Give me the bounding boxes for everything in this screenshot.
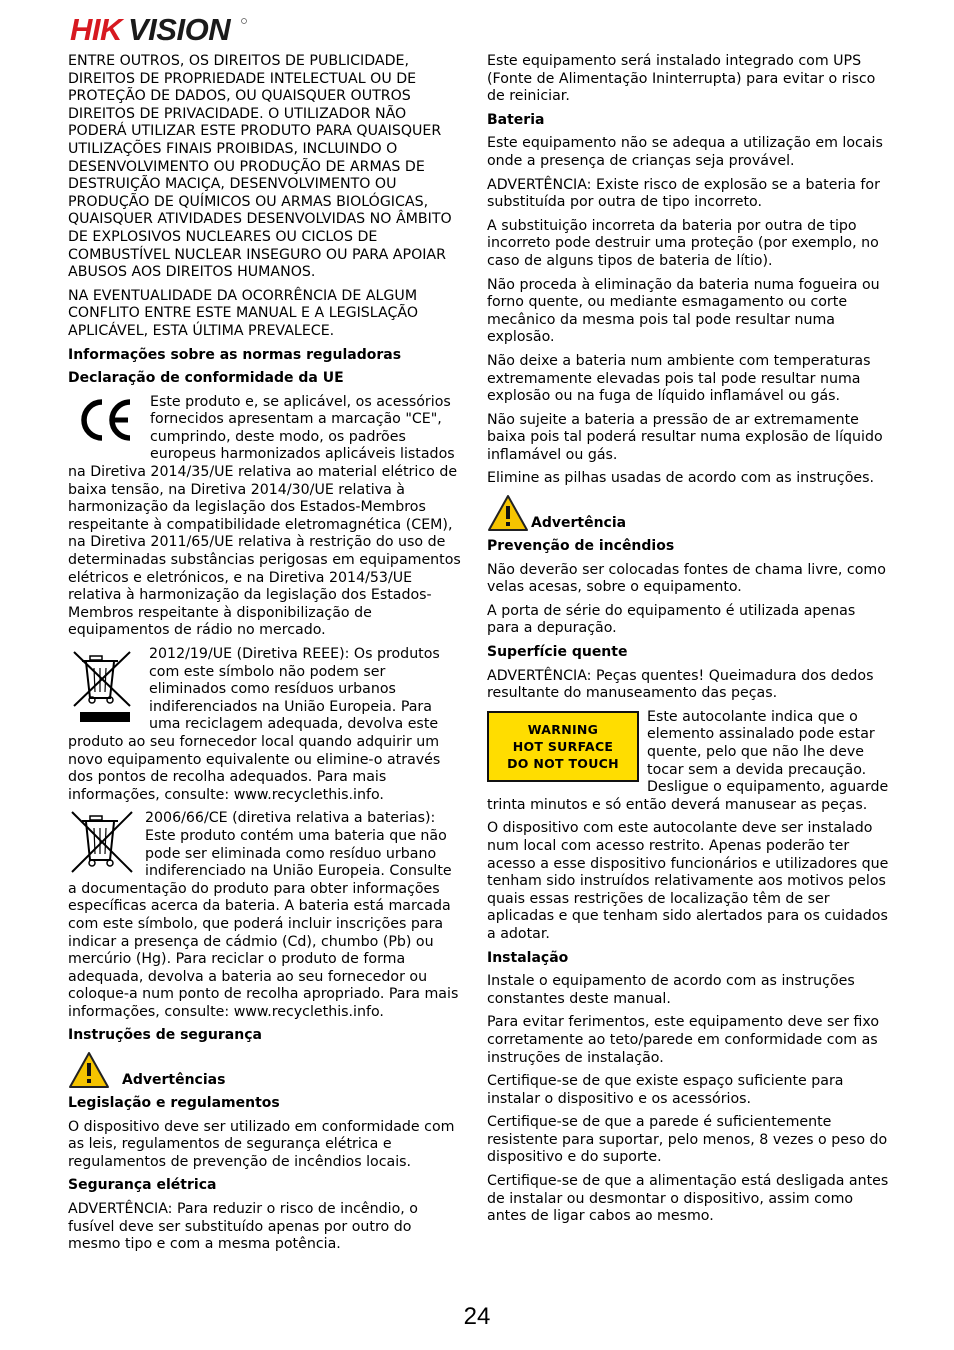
- ce-mark-icon: [68, 394, 142, 446]
- hot-surface-sticker: [487, 711, 639, 782]
- fire-paragraph-2: A porta de série do equipamento é utilizada apenas para a depuração.: [487, 602, 856, 637]
- hot-paragraph-3: O dispositivo com este autocolante deve ser instalado num local com acesso restrito. Apenas poderão ter acesso a esse dispositivo funcionários e utilizadores que tenham sido instruídos relativamente aos motivos pelos quais essas restrições de localização têm de ser aplicadas e que tenham sido alertados para os cuidados a adotar.: [487, 820, 889, 942]
- installation-paragraph-5: Certifique-se de que a alimentação está desligada antes de instalar ou desmontar o dispositivo, assim como antes de ligar cabos ao mesmo.: [487, 1173, 889, 1225]
- warning-triangle-icon: [487, 494, 529, 532]
- warning-row: [487, 494, 889, 532]
- installation-paragraph-4: Certifique-se de que a parede é suficientemente resistente para suportar, pelo menos, 8 vezes o peso do dispositivo e do suporte.: [487, 1114, 888, 1166]
- battery-paragraph-2: ADVERTÊNCIA: Existe risco de explosão se a bateria for substituída por outra de tipo incorreto.: [487, 176, 880, 211]
- hot-paragraph-2: Este autocolante indica que o elemento assinalado pode estar quente, pelo que não lhe deve tocar sem a devida precaução. Desligue o equipamento, aguarde trinta minutos e só então deverá manusear as peças.: [487, 708, 889, 813]
- battery-paragraph-5: Não deixe a bateria num ambiente com temperaturas extremamente elevadas pois tal pode resultar numa explosão ou na fuga de líquido inflamável ou gás.: [487, 352, 871, 405]
- hot-surface-block: [487, 709, 889, 815]
- sticker-line-hot-surface: HOT SURFACE: [512, 738, 614, 754]
- battery-paragraph-1: Este equipamento não se adequa a utilização em locais onde a presença de crianças seja provável.: [487, 135, 883, 169]
- battery-bin-icon: [68, 810, 138, 878]
- sticker-line-warning: WARNING: [527, 721, 599, 737]
- fire-prevention-heading: Prevenção de incêndios: [487, 538, 675, 555]
- left-column: [68, 53, 464, 1260]
- ce-block: [68, 394, 464, 640]
- battery-paragraph-6: Não sujeite a bateria a pressão de ar extremamente baixa pois tal poderá resultar numa explosão de líquido inflamável ou gás.: [487, 411, 883, 463]
- battery-paragraph-4: Não proceda à eliminação da bateria numa fogueira ou forno quente, ou mediante esmagamento ou corte mecânico da mesma pois tal pode resultar numa explosão.: [487, 276, 880, 346]
- page-number: 24: [463, 1303, 491, 1330]
- battery-directive-paragraph: 2006/66/CE (diretiva relativa a baterias): Este produto contém uma bateria que não pode ser eliminada como resíduo urbano indiferenciado na União Europeia. Consulte a documentação do produto para obter informações específicas acerca da bateria. A bateria está marcada com este símbolo, que poderá incluir inscrições para indicar a presença de cádmio (Cd), chumbo (Pb) ou mercúrio (Hg). Para reciclar o produto de forma adequada, devolva a bateria ao seu fornecedor ou coloque-a num ponto de recolha apropriado. Para mais informações, consulte: www.recyclethis.info.: [68, 810, 459, 1020]
- battery-paragraph-7: Elimine as pilhas usadas de acordo com as instruções.: [487, 470, 875, 487]
- hikvision-logo: [70, 14, 250, 44]
- battery-heading: Bateria: [487, 111, 545, 128]
- installation-paragraph-3: Certifique-se de que existe espaço suficiente para instalar o dispositivo e os acessórios.: [487, 1073, 844, 1107]
- ce-paragraph: Este produto e, se aplicável, os acessórios fornecidos apresentam a marcação "CE", cumprindo, deste modo, os padrões europeus harmonizados aplicáveis listados na Diretiva 2014/35/UE relativa ao material elétrico de baixa tensão, na Diretiva 2014/30/UE relativa à harmonização da legislação dos Estados-Membros respeitante à compatibilidade eletromagnética (CEM), na Diretiva 2011/65/UE relativa à restrição do uso de determinadas substâncias perigosas em equipamentos elétricos e eletrónicos, e na Diretiva 2014/53/UE relativa à harmonização da legislação dos Estados-Membros respeitante à disponibilização de equipamentos de rádio no mercado.: [68, 393, 461, 639]
- battery-paragraph-3: A substituição incorreta da bateria por outra de tipo incorreto pode destruir uma proteção (por exemplo, no caso de alguns tipos de bateria de lítio).: [487, 217, 879, 269]
- svg-text:VISION: VISION: [128, 14, 231, 44]
- sticker-line-do-not-touch: DO NOT TOUCH: [507, 755, 619, 771]
- electrical-safety-heading: Segurança elétrica: [68, 1177, 217, 1194]
- law-heading: Legislação e regulamentos: [68, 1095, 280, 1112]
- hot-surface-heading: Superfície quente: [487, 644, 628, 661]
- right-column: [487, 53, 889, 1232]
- conflict-paragraph: NA EVENTUALIDADE DA OCORRÊNCIA DE ALGUM CONFLITO ENTRE ESTE MANUAL E A LEGISLAÇÃO APLICÁVEL, ESTA ÚLTIMA PREVALECE.: [68, 287, 418, 339]
- weee-paragraph: 2012/19/UE (Diretiva REEE): Os produtos com este símbolo não podem ser eliminados como resíduos urbanos indiferenciados na União Europeia. Para uma reciclagem adequada, devolva este produto ao seu fornecedor local quando adquirir um novo equipamento equivalente ou elimine-o através dos pontos de recolha adequados. Para mais informações, consulte: www.recyclethis.info.: [68, 646, 441, 803]
- electrical-safety-paragraph: ADVERTÊNCIA: Para reduzir o risco de incêndio, o fusível deve ser substituído apenas por outro do mesmo tipo e com a mesma potência.: [68, 1201, 418, 1253]
- law-paragraph: O dispositivo deve ser utilizado em conformidade com as leis, regulamentos de segurança elétrica e regulamentos de prevenção de incêndios locais.: [68, 1118, 455, 1170]
- warnings-row: [68, 1051, 464, 1089]
- ups-paragraph: Este equipamento será instalado integrado com UPS (Fonte de Alimentação Ininterrupta) para evitar o risco de reiniciar.: [487, 53, 876, 105]
- disclaimer-paragraph: ENTRE OUTROS, OS DIREITOS DE PUBLICIDADE, DIREITOS DE PROPRIEDADE INTELECTUAL OU DE PROTEÇÃO DE DADOS, OU QUAISQUER OUTROS DIREITOS DE PRIVACIDADE. O UTILIZADOR NÃO PODERÁ UTILIZAR ESTE PRODUTO PARA QUAISQUER UTILIZAÇÕES FINAIS PROIBIDAS, INCLUINDO O DESENVOLVIMENTO OU PRODUÇÃO DE ARMAS DE DESTRUIÇÃO MACIÇA, DESENVOLVIMENTO OU PRODUÇÃO DE QUÍMICOS OU ARMAS BIOLÓGICAS, QUAISQUER ATIVIDADES DESENVOLVIDAS NO ÂMBITO DE EXPLOSIVOS NUCLEARES OU CICLOS DE COMBUSTÍVEL NUCLEAR INSEGURO OU PARA APOIAR ABUSOS AOS DIREITOS HUMANOS.: [68, 53, 452, 281]
- installation-paragraph-1: Instale o equipamento de acordo com as instruções constantes deste manual.: [487, 973, 855, 1007]
- weee-block: [68, 646, 464, 804]
- fire-paragraph-1: Não deverão ser colocadas fontes de chama livre, como velas acesas, sobre o equipamento.: [487, 561, 886, 596]
- weee-bin-icon: [68, 648, 140, 726]
- warning-label: Advertência: [531, 515, 627, 532]
- installation-heading: Instalação: [487, 949, 569, 966]
- warnings-label: Advertências: [122, 1072, 226, 1089]
- safety-heading: Instruções de segurança: [68, 1027, 262, 1044]
- hot-paragraph-1: ADVERTÊNCIA: Peças quentes! Queimadura dos dedos resultante do manuseamento das peças.: [487, 667, 874, 702]
- svg-text:HIK: HIK: [70, 14, 122, 44]
- battery-directive-block: [68, 810, 464, 1021]
- warning-triangle-icon: [68, 1051, 110, 1089]
- installation-paragraph-2: Para evitar ferimentos, este equipamento deve ser fixo corretamente ao teto/parede em conformidade com as instruções de instalação.: [487, 1014, 879, 1066]
- regulatory-heading: Informações sobre as normas reguladoras: [68, 346, 402, 363]
- eu-conformity-heading: Declaração de conformidade da UE: [68, 370, 344, 387]
